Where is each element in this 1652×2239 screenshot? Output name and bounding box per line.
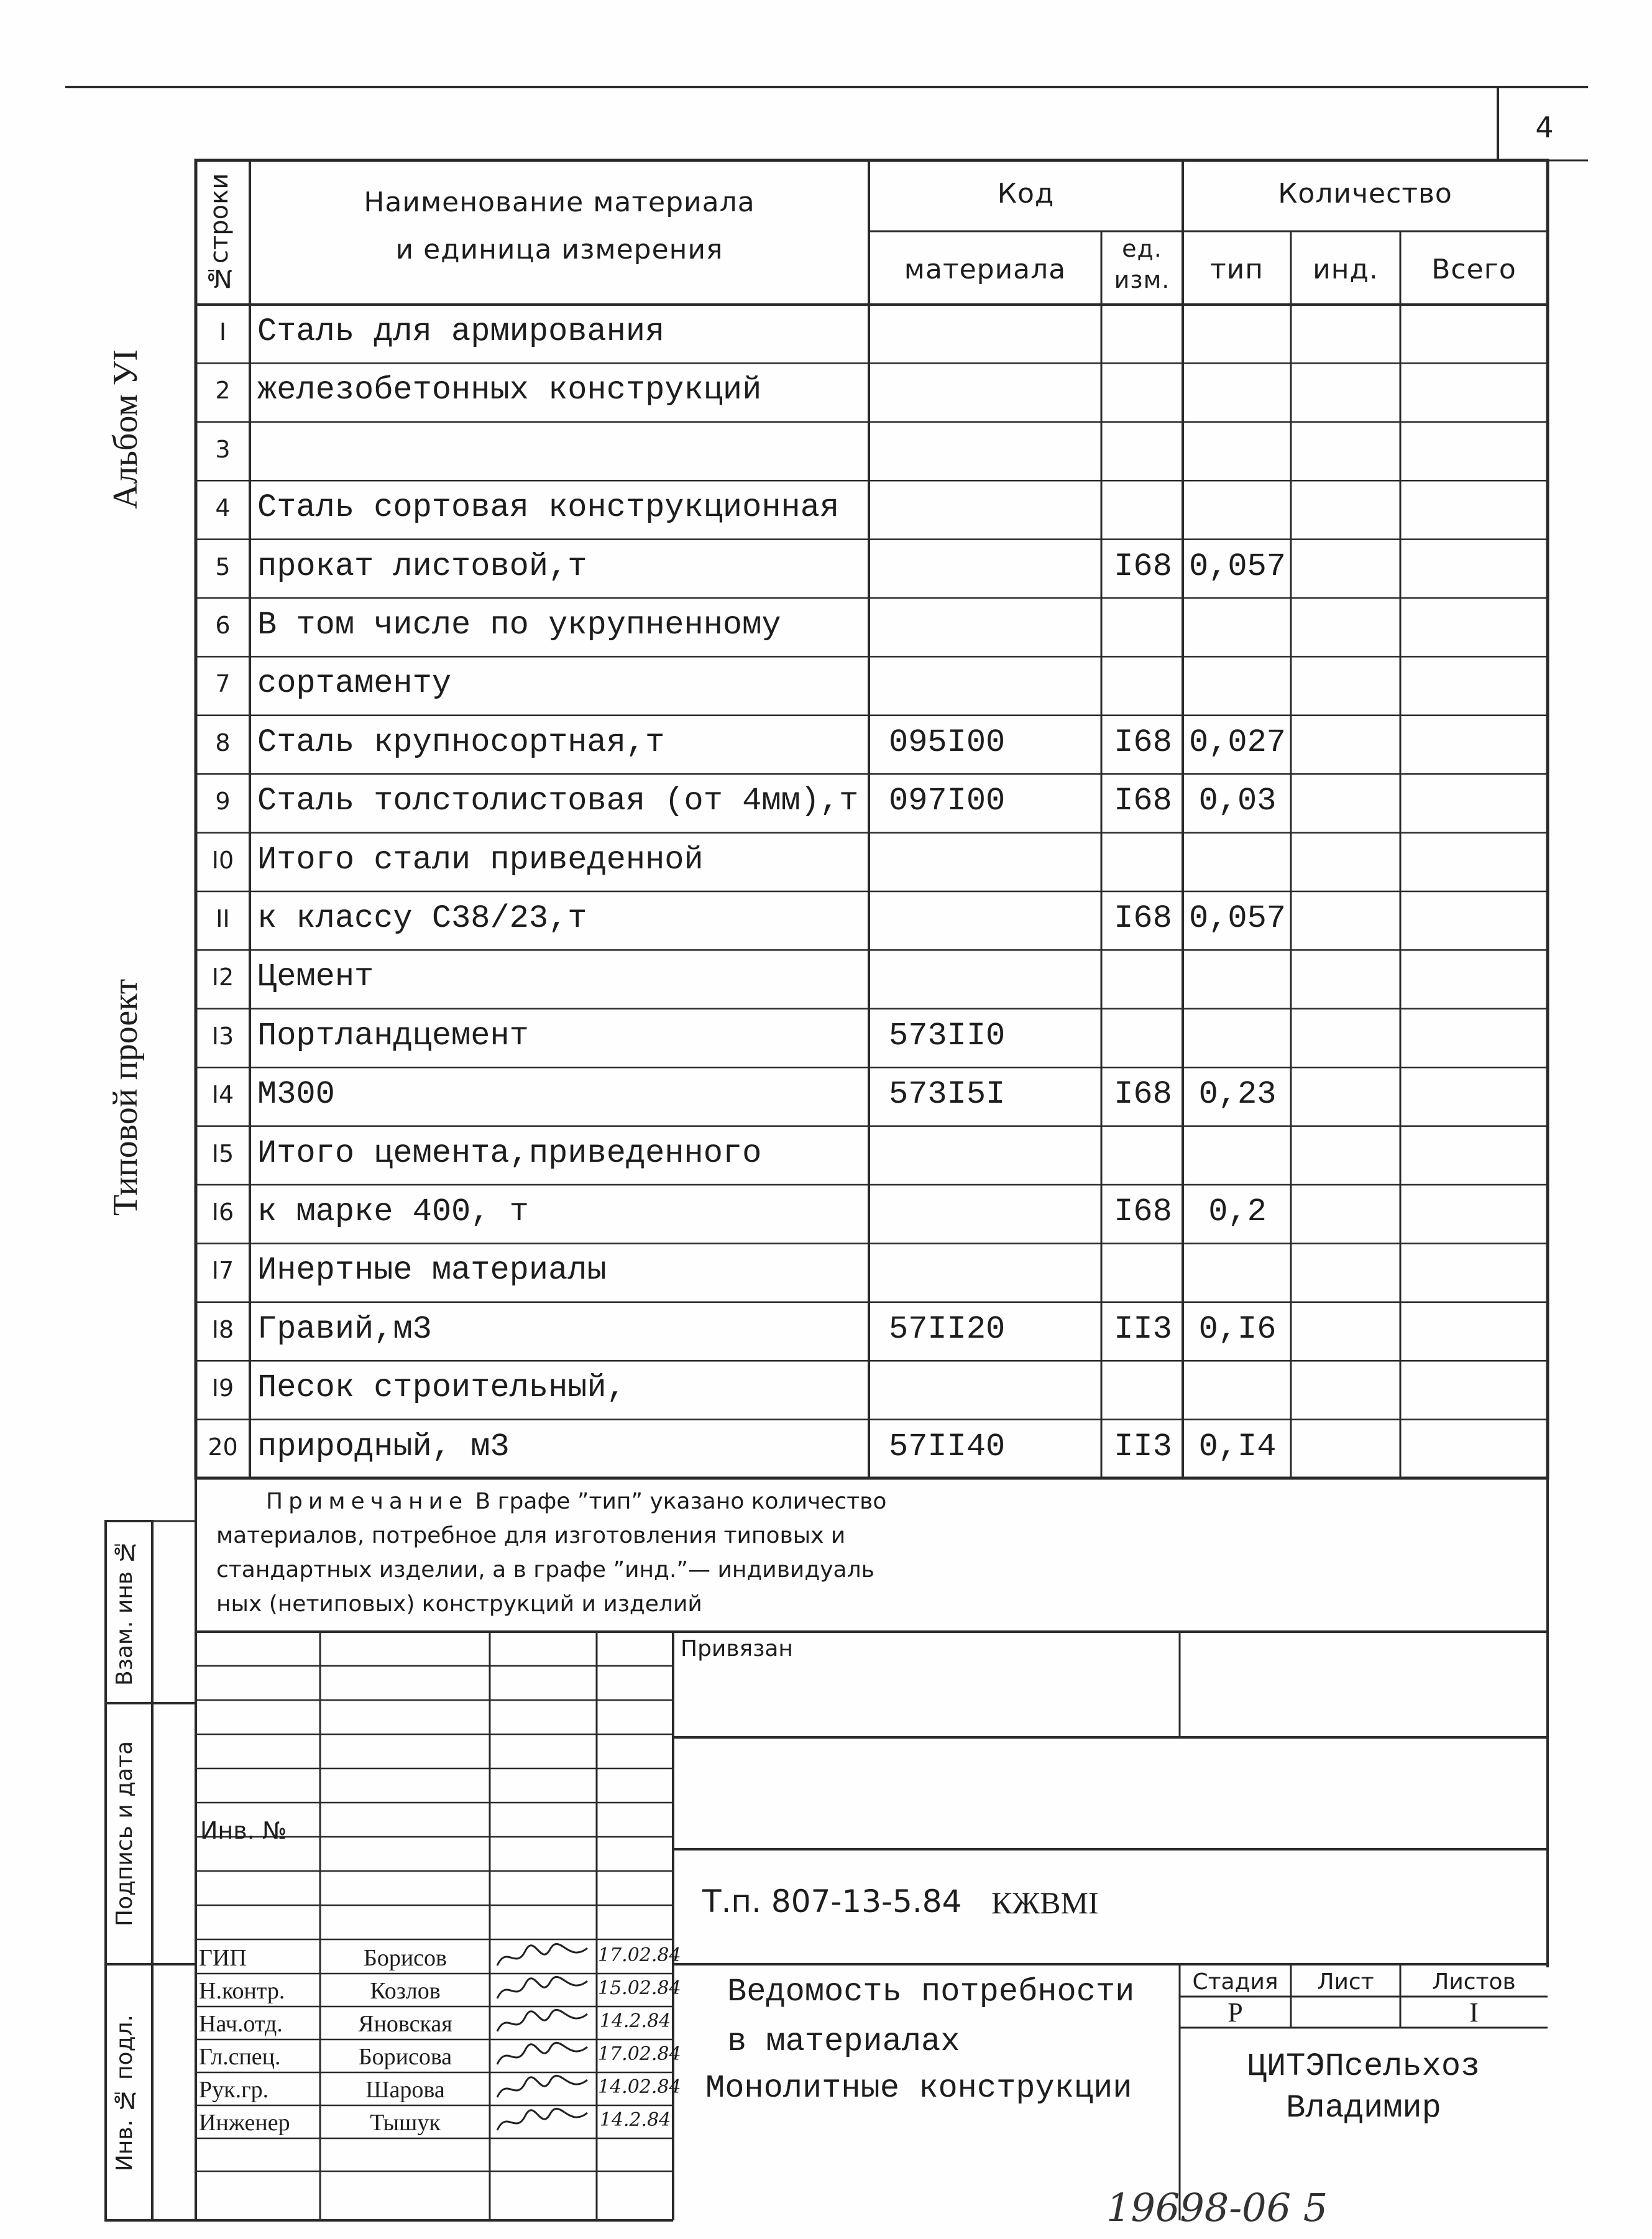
signature-icon (494, 2008, 594, 2039)
handwritten-number: 19698-06 5 (1106, 2185, 1328, 2230)
quantity-type: 0,03 (1198, 783, 1277, 820)
unit-code: I68 (1114, 1076, 1172, 1113)
material-name: Песок строительный, (257, 1369, 626, 1407)
material-name: железобетонных конструкций (257, 372, 762, 409)
vzam-inv-label: Взам. инв № (112, 1538, 137, 1686)
material-name: Цемент (257, 959, 374, 996)
privyazan-label: Привязан (681, 1636, 793, 1662)
note-line4: ных (нетиповых) конструкций и изделий (216, 1591, 702, 1617)
header-name-line2: и единица измерения (395, 234, 723, 265)
row-number: I3 (211, 1022, 234, 1050)
staff-role: Нач.отд. (199, 2011, 283, 2037)
doc-title-line2: в материалах (727, 2023, 960, 2060)
signature-icon (494, 1975, 594, 2006)
unit-code: I68 (1114, 1193, 1172, 1230)
row-number: 8 (215, 729, 231, 756)
material-name: Инертные материалы (257, 1252, 607, 1289)
header-unit-line1: ед. (1122, 235, 1162, 262)
row-number: I7 (211, 1257, 234, 1285)
row-number: I (219, 318, 227, 346)
note-line1: В графе ”тип” указано количество (475, 1489, 887, 1514)
sheet-number: 4 (1535, 111, 1554, 144)
staff-date: 14.02.84 (598, 2076, 681, 2098)
row-number: I9 (211, 1374, 234, 1402)
material-name: Сталь для армирования (257, 313, 665, 350)
row-number: I2 (211, 963, 234, 991)
material-name: Итого цемента,приведенного (257, 1134, 762, 1172)
album-label: Альбом УI (106, 349, 145, 509)
row-number: 4 (215, 494, 231, 522)
material-code: 57II20 (889, 1310, 1006, 1348)
staff-name: Тышук (370, 2110, 441, 2136)
row-number: I8 (211, 1315, 234, 1343)
sheets-label: Листов (1432, 1969, 1516, 1995)
row-number: I0 (211, 846, 234, 874)
header-unit-line2: изм. (1114, 266, 1170, 293)
sheets-value: I (1469, 1997, 1479, 2028)
material-name: Сталь толстолистовая (от 4мм),т (257, 783, 859, 820)
staff-role: Рук.гр. (199, 2077, 269, 2103)
unit-code: I68 (1114, 548, 1172, 585)
material-code: 573II0 (889, 1017, 1006, 1054)
header-row-number: №строки (205, 173, 234, 292)
staff-date: 14.2.84 (599, 2109, 671, 2131)
material-name: Гравий,м3 (257, 1310, 432, 1348)
quantity-type: 0,23 (1198, 1076, 1277, 1113)
row-number: 2 (215, 377, 231, 405)
row-number: 3 (215, 435, 231, 463)
header-code: Код (997, 178, 1055, 209)
unit-code: I68 (1114, 900, 1172, 937)
staff-date: 14.2.84 (599, 2010, 671, 2032)
row-number: 5 (215, 553, 231, 581)
inv-no-label: Инв. № (200, 1817, 287, 1844)
row-number: 9 (215, 788, 231, 816)
row-number: II (216, 905, 230, 932)
staff-role: Н.контр. (199, 1978, 285, 2004)
unit-code: II3 (1114, 1428, 1172, 1465)
staff-name: Козлов (370, 1978, 441, 2004)
material-name: М300 (257, 1076, 335, 1113)
doc-title-line1: Ведомость потребности (727, 1974, 1135, 2010)
row-number: 6 (215, 612, 231, 639)
staff-role: Инженер (199, 2110, 290, 2136)
material-name: Портландцемент (257, 1017, 529, 1054)
row-number: 20 (208, 1433, 238, 1461)
material-code: 097I00 (889, 783, 1006, 820)
org-line1: ЦИТЭПсельхоз (1247, 2048, 1480, 2085)
material-name: Сталь сортовая конструкционная (257, 489, 840, 526)
quantity-type: 0,027 (1188, 724, 1287, 761)
staff-role: ГИП (199, 1945, 247, 1971)
note (216, 1484, 1521, 1621)
staff-date: 17.02.84 (598, 1944, 681, 1966)
material-code: 095I00 (889, 724, 1006, 761)
material-name: природный, м3 (257, 1428, 510, 1465)
header-material: материала (904, 254, 1067, 285)
row-number: I4 (211, 1081, 234, 1109)
sheet-label: Лист (1317, 1969, 1374, 1995)
signature-date-label: Подпись и дата (112, 1740, 137, 1927)
material-name: к марке 400, т (257, 1193, 529, 1230)
staff-name: Шарова (365, 2077, 445, 2103)
staff-name: Яновская (358, 2011, 452, 2037)
header-quantity: Количество (1278, 178, 1452, 209)
stage-value: Р (1228, 1997, 1243, 2028)
row-number: I5 (211, 1139, 234, 1167)
signature-icon (494, 2107, 594, 2138)
staff-role: Гл.спец. (199, 2044, 281, 2070)
note-line3: стандартных изделии, а в графе ”инд.”— индивидуаль (216, 1557, 874, 1583)
signature-icon (494, 2074, 594, 2105)
staff-name: Борисова (358, 2044, 452, 2070)
signature-icon (494, 2041, 594, 2072)
inv-podl-label: Инв. № подл. (112, 2015, 137, 2172)
org-line2: Владимир (1286, 2090, 1441, 2126)
unit-code: II3 (1114, 1310, 1172, 1348)
header-name-line1: Наименование материала (364, 186, 755, 218)
staff-date: 17.02.84 (598, 2043, 681, 2065)
quantity-type: 0,057 (1188, 548, 1287, 585)
material-name: сортаменту (257, 665, 452, 702)
doc-mark: КЖВМI (991, 1885, 1099, 1920)
project-label: Типовой проект (106, 978, 145, 1216)
quantity-type: 0,I6 (1198, 1310, 1277, 1348)
row-number: 7 (215, 670, 231, 698)
staff-date: 15.02.84 (598, 1977, 681, 1999)
material-name: В том числе по укрупненному (257, 607, 781, 643)
note-line2: материалов, потребное для изготовления типовых и (216, 1523, 846, 1548)
row-number: I6 (211, 1198, 234, 1226)
doc-code: Т.п. 807-13-5.84 (702, 1883, 962, 1919)
material-name: Итого стали приведенной (257, 841, 704, 878)
material-name: Сталь крупносортная,т (257, 724, 665, 761)
unit-code: I68 (1114, 724, 1172, 761)
material-name: прокат листовой,т (257, 548, 587, 585)
header-individual: инд. (1313, 254, 1379, 285)
quantity-type: 0,2 (1208, 1193, 1267, 1230)
material-name: к классу С38/23,т (257, 900, 587, 937)
doc-title-line3: Монолитные конструкции (705, 2070, 1132, 2107)
unit-code: I68 (1114, 783, 1172, 820)
quantity-type: 0,057 (1188, 900, 1287, 937)
header-total: Всего (1431, 254, 1517, 285)
material-code: 573I5I (889, 1076, 1006, 1113)
stage-label: Стадия (1192, 1969, 1278, 1995)
material-code: 57II40 (889, 1428, 1006, 1465)
note-label: Примечание (266, 1489, 469, 1514)
staff-name: Борисов (364, 1945, 447, 1971)
quantity-type: 0,I4 (1198, 1428, 1277, 1465)
signature-icon (494, 1942, 594, 1973)
header-type: тип (1210, 254, 1264, 285)
